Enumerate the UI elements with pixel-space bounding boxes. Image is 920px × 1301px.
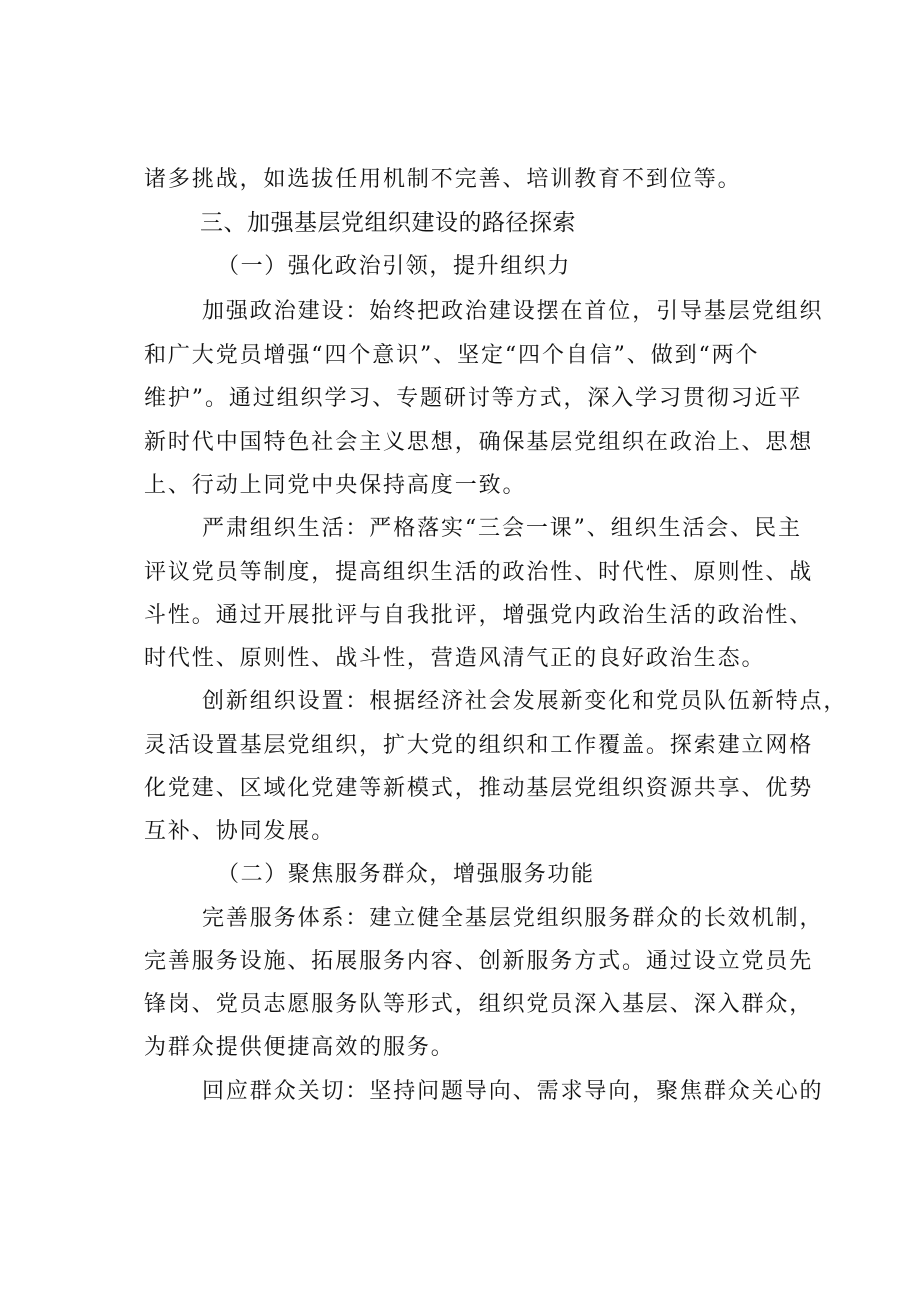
subsection-title-2: （二）聚焦服务群众，增强服务功能 [217, 862, 595, 887]
paragraph-line: 为群众提供便捷高效的服务。 [144, 1035, 455, 1060]
paragraph-line: 互补、协同发展。 [144, 819, 336, 844]
paragraph-line: 时代性、原则性、战斗性，营造风清气正的良好政治生态。 [144, 646, 766, 671]
continuation-line: 诸多挑战，如选拔任用机制不完善、培训教育不到位等。 [144, 167, 742, 192]
paragraph-line: 加强政治建设：始终把政治建设摆在首位，引导基层党组织 [202, 299, 824, 324]
paragraph-line: 化党建、区域化党建等新模式，推动基层党组织资源共享、优势 [144, 776, 814, 801]
paragraph-line: 锋岗、党员志愿服务队等形式，组织党员深入基层、深入群众， [144, 992, 814, 1017]
paragraph-line: 回应群众关切：坚持问题导向、需求导向，聚焦群众关心的 [202, 1079, 824, 1104]
paragraph-line: 和广大党员增强“四个意识”、坚定“四个自信”、做到“两个 [144, 343, 760, 368]
paragraph-line: 创新组织设置：根据经济社会发展新变化和党员队伍新特点， [202, 689, 848, 714]
paragraph-line: 维护”。通过组织学习、专题研讨等方式，深入学习贯彻习近平 [144, 386, 803, 411]
paragraph-line: 评议党员等制度，提高组织生活的政治性、时代性、原则性、战 [144, 560, 814, 585]
paragraph-line: 严肃组织生活：严格落实“三会一课”、组织生活会、民主 [202, 516, 802, 541]
paragraph-line: 完善服务设施、拓展服务内容、创新服务方式。通过设立党员先 [144, 949, 814, 974]
subsection-title-1: （一）强化政治引领，提升组织力 [217, 254, 572, 279]
paragraph-line: 新时代中国特色社会主义思想，确保基层党组织在政治上、思想 [144, 430, 814, 455]
section-heading: 三、加强基层党组织建设的路径探索 [200, 210, 576, 236]
paragraph-line: 斗性。通过开展批评与自我批评，增强党内政治生活的政治性、 [144, 603, 814, 628]
paragraph-line: 上、行动上同党中央保持高度一致。 [144, 473, 527, 498]
paragraph-line: 完善服务体系：建立健全基层党组织服务群众的长效机制， [202, 906, 824, 931]
paragraph-line: 灵活设置基层党组织，扩大党的组织和工作覆盖。探索建立网格 [144, 733, 814, 758]
